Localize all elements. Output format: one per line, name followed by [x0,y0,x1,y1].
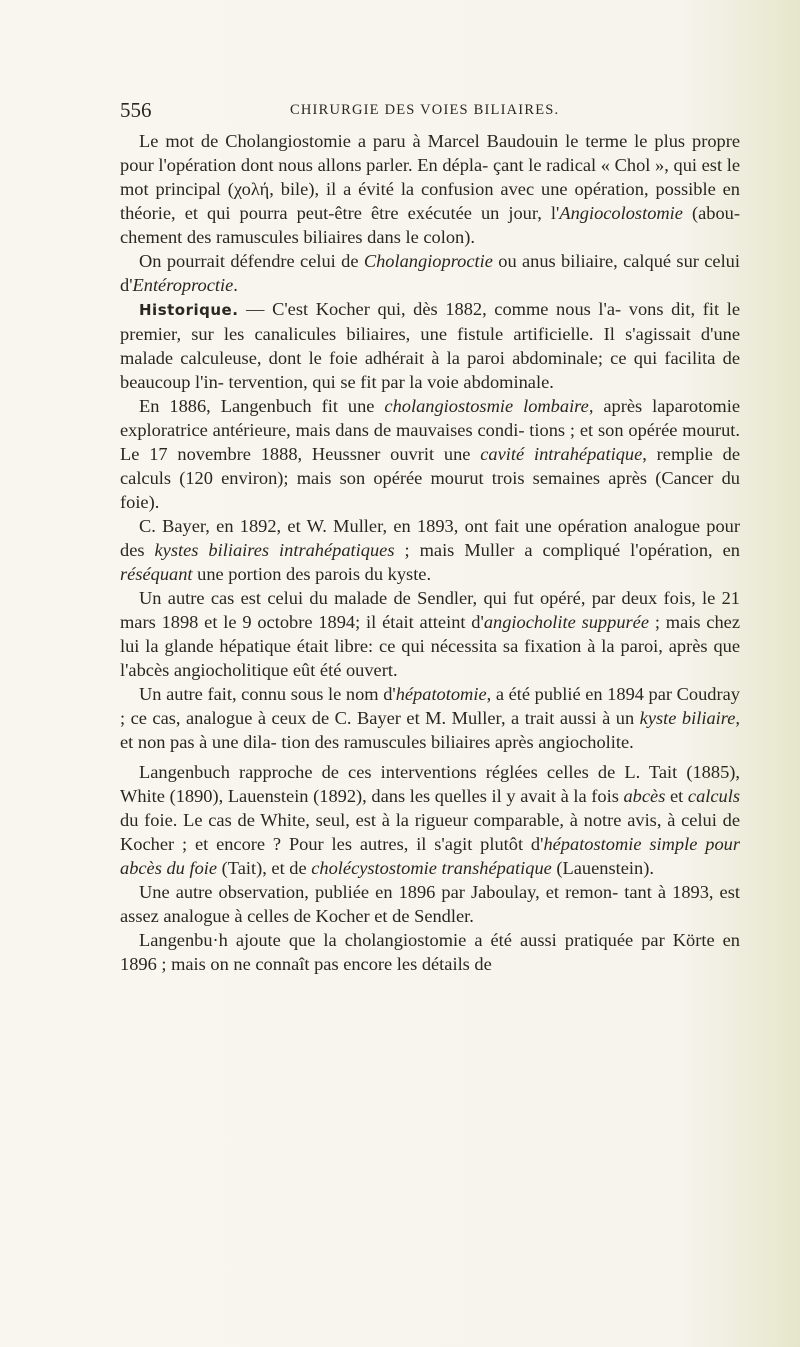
text-run: et non pas à une dila- tion des ramuscules biliaires après angiocholite. [120,732,634,752]
text-run: une portion des parois du kyste. [192,564,432,584]
text-run: Langenbu·h ajoute que la cholangiostomie a été aussi pratiquée par Körte en 1896 ; mais on ne connaît pas encore les détails de [120,930,740,974]
text-run: C. Bayer, en 1892, et W. Muller, en 1893, ont fait une opération analogue pour des [120,516,740,560]
text-run: (Lauenstein). [551,858,654,878]
text-run: ; mais chez lui la glande hépatique était libre: ce qui nécessita sa fixation à la paroi, après que l'abcès angiocholitique eût été ouvert. [120,612,740,680]
italic-term: cholangiostosmie lombaire, [384,396,594,416]
page-header [120,98,740,120]
paragraph-langenbuch-1886 [120,394,740,514]
italic-term: kystes biliaires intrahépatiques [154,540,395,560]
italic-term: cholécystostomie transhépatique [311,858,552,878]
italic-term: kyste biliaire, [639,708,740,728]
paragraph-bayer-muller [120,514,740,586]
text-run: Une autre observation, publiée en 1896 par Jaboulay, et remon- tant à 1893, est assez analogue à celles de Kocher et de Sendler. [120,882,740,926]
paragraph-hepatotomie [120,682,740,754]
text-run: En 1886, Langenbuch fit une [139,396,385,416]
running-title: CHIRURGIE DES VOIES BILIAIRES. [290,102,560,118]
text-run: et [665,786,688,806]
text-run: On pourrait défendre celui de [139,251,364,271]
text-run: Un autre cas est celui du malade de Sendler, qui fut opéré, par deux fois, le 21 mars 1898 et le 9 octobre 1894; il était atteint d' [120,588,740,632]
text-run: du foie. Le cas de White, seul, est à la rigueur comparable, à notre avis, à celui de Kocher ; et encore ? Pour les autres, il s'agit plutôt d' [120,810,740,854]
text-run: Un autre fait, connu sous le nom d' [139,684,396,704]
paragraph-historique [120,297,740,394]
italic-term: hépatostomie simple pour abcès du foie [120,834,740,878]
italic-term: angiocholite suppurée [483,612,650,632]
italic-term: calculs [687,786,740,806]
text-run: — C'est Kocher qui, dès 1882, comme nous l'a- vons dit, fit le premier, sur les canalicules biliaires, une fistule artificielle. Il s'agissait d'une malade calculeuse, dont le foie adhérait à la paroi abdominale; ce qui facilita de beaucoup l'in- tervention, qui se fit par la voie abdominale. [120,299,740,392]
text-run: après laparotomie exploratrice antérieure, mais dans de mauvaises condi- tions ; et son opérée mourut. Le 17 novembre 1888, Heussner ouvrit une [120,396,740,464]
text-run: (Tait), et de [217,858,312,878]
page-number: 556 [120,98,152,122]
text-run: , remplie de calculs (120 environ); mais son opérée mourut trois semaines après (Cancer du foie). [120,444,740,512]
italic-term: cavité intrahépatique [480,444,643,464]
paragraph-langenbuch-rapproche [120,760,740,880]
text-run: ou anus biliaire, calqué sur celui d' [120,251,740,295]
section-heading-historique: Historique. [139,301,239,319]
text-run: (abou- chement des ramuscules biliaires dans le colon). [120,203,740,247]
italic-term: abcès [623,786,666,806]
text-run: , a été publié en 1894 par Coudray ; ce cas, analogue à ceux de C. Bayer et M. Muller, a trait aussi à un [120,684,740,728]
paragraph-cholangiostomie [120,129,740,249]
paragraph-sendler [120,586,740,682]
text-run: ; mais Muller a compliqué l'opération, en [394,540,740,560]
italic-term: réséquant [120,564,193,584]
italic-term: hépatotomie [395,684,487,704]
text-run: Le mot de Cholangiostomie a paru à Marcel Baudouin le terme le plus propre pour l'opération dont nous allons parler. En dépla- çant le radical « Chol », qui est le mot principal (χολή, bile), il a évité la confusion avec une opération, possible en théorie, et qui pourra peut-être être exécutée un jour, l' [120,131,740,223]
text-run: . [233,275,238,295]
italic-term: Cholangioproctie [363,251,493,271]
paragraph-korte [120,928,740,976]
body-text [120,129,740,976]
italic-term: Entéroproctie [132,275,234,295]
paragraph-cholangioproctie [120,249,740,297]
paragraph-jaboulay [120,880,740,928]
italic-term: Angiocolostomie [559,203,683,223]
text-run: Langenbuch rapproche de ces interventions réglées celles de L. Tait (1885), White (1890), Lauenstein (1892), dans les quelles il y avait à la fois [120,762,740,806]
